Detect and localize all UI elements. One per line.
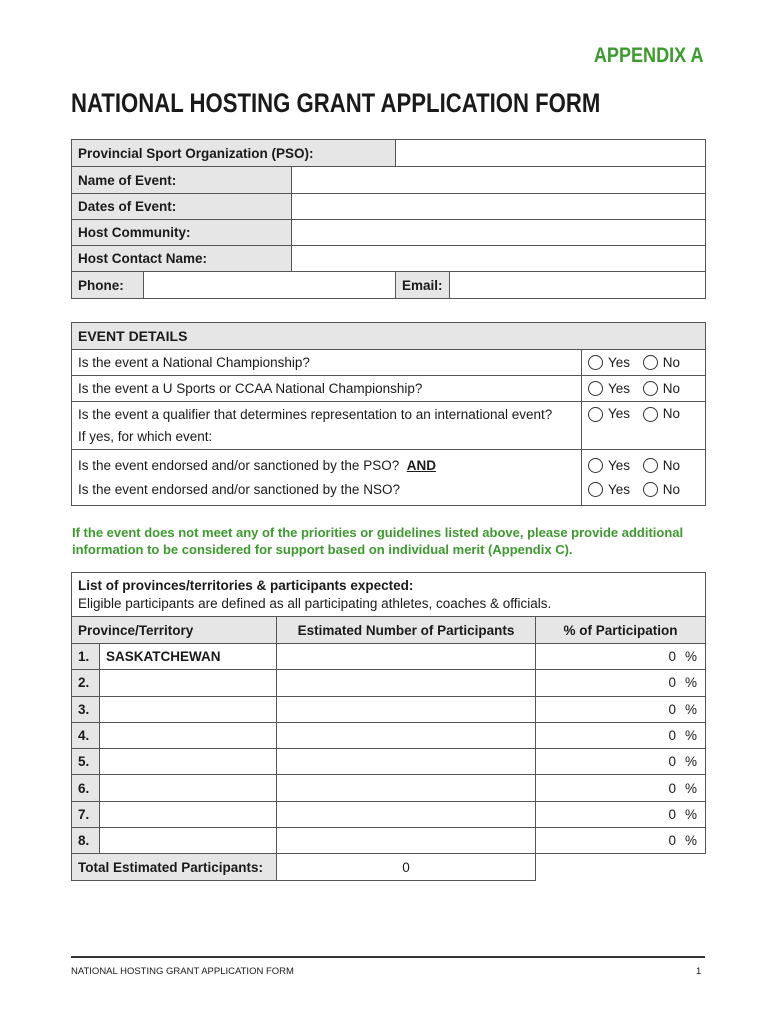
q-international-qualifier — [72, 402, 582, 450]
percent-value: 0 — [668, 649, 677, 665]
table-row — [72, 670, 706, 696]
row-number: 3. — [72, 696, 100, 722]
table-row — [72, 801, 706, 827]
percent-value: 0 — [668, 675, 677, 691]
q-national-championship: Is the event a National Championship? — [72, 350, 582, 376]
host-contact-input[interactable] — [292, 246, 706, 272]
table-row — [72, 696, 706, 722]
province-input[interactable] — [100, 801, 277, 827]
row-number: 1. — [72, 644, 100, 670]
province-input[interactable] — [100, 749, 277, 775]
percent-value: 0 — [668, 754, 677, 770]
percent-cell — [536, 801, 706, 827]
participants-table — [71, 572, 706, 881]
row-number: 6. — [72, 775, 100, 801]
q-sanctioned — [72, 450, 582, 506]
pso-label: Provincial Sport Organization (PSO): — [72, 140, 396, 167]
estimate-input[interactable] — [277, 801, 536, 827]
participants-intro-bold: List of provinces/territories & participants expected: — [78, 577, 414, 593]
no-radio[interactable] — [643, 407, 658, 422]
appendix-label: APPENDIX A — [594, 44, 704, 67]
no-label: No — [662, 354, 681, 370]
province-input[interactable] — [100, 696, 277, 722]
row-number: 5. — [72, 749, 100, 775]
q-pso-text: Is the event endorsed and/or sanctioned by the PSO? — [78, 457, 400, 473]
q-usports-ccaa: Is the event a U Sports or CCAA National Championship? — [72, 376, 582, 402]
percent-sign: % — [685, 833, 698, 849]
yes-radio[interactable] — [588, 355, 603, 370]
yes-label: Yes — [608, 406, 631, 421]
percent-cell — [536, 696, 706, 722]
province-input[interactable] — [100, 670, 277, 696]
percent-sign: % — [685, 754, 698, 770]
estimate-input[interactable] — [277, 670, 536, 696]
merit-note: If the event does not meet any of the priorities or guidelines listed above, please provide additional information to be considered for support based on individual merit (Appendix C). — [72, 525, 684, 557]
percent-cell — [536, 644, 706, 670]
percent-value: 0 — [668, 780, 677, 796]
host-contact-label: Host Contact Name: — [72, 246, 292, 272]
q-nso-text: Is the event endorsed and/or sanctioned by the NSO? — [78, 481, 400, 497]
province-input[interactable] — [100, 722, 277, 748]
host-community-label: Host Community: — [72, 220, 292, 246]
dates-input[interactable] — [292, 194, 706, 220]
radio-group-sanctioned — [582, 450, 706, 506]
no-radio[interactable] — [643, 381, 658, 396]
no-label: No — [662, 406, 681, 421]
percent-sign: % — [685, 806, 698, 822]
footer-rule — [71, 956, 705, 958]
nso-radio-row — [588, 478, 699, 502]
q-qualifier-which: If yes, for which event: — [78, 428, 213, 444]
province-input[interactable] — [100, 828, 277, 854]
estimate-input[interactable] — [277, 775, 536, 801]
email-input[interactable] — [450, 272, 706, 299]
radio-group-usports — [582, 376, 706, 402]
percent-cell — [536, 775, 706, 801]
percent-value: 0 — [668, 806, 677, 822]
percent-cell — [536, 670, 706, 696]
event-details-heading: EVENT DETAILS — [72, 323, 706, 350]
estimate-input[interactable] — [277, 722, 536, 748]
table-row — [72, 722, 706, 748]
estimate-input[interactable] — [277, 749, 536, 775]
yes-radio[interactable] — [588, 407, 603, 422]
and-label: AND — [406, 457, 436, 473]
yes-radio[interactable] — [588, 381, 603, 396]
participants-intro-text: Eligible participants are defined as all participating athletes, coaches & officials. — [78, 595, 552, 611]
yes-label: Yes — [608, 354, 631, 370]
yes-label: Yes — [608, 481, 631, 497]
percent-sign: % — [685, 649, 698, 665]
no-radio[interactable] — [643, 458, 658, 473]
footer-title: NATIONAL HOSTING GRANT APPLICATION FORM — [71, 966, 294, 977]
col-percent-header: % of Participation — [536, 617, 706, 644]
yes-label: Yes — [608, 457, 631, 473]
event-name-input[interactable] — [292, 167, 706, 194]
percent-value: 0 — [668, 833, 677, 849]
yes-radio[interactable] — [588, 482, 603, 497]
participants-intro — [72, 573, 706, 617]
percent-value: 0 — [668, 728, 677, 744]
radio-group-national — [582, 350, 706, 376]
province-input[interactable]: SASKATCHEWAN — [100, 644, 277, 670]
percent-cell — [536, 828, 706, 854]
row-number: 4. — [72, 722, 100, 748]
percent-sign: % — [685, 728, 698, 744]
estimate-input[interactable] — [277, 828, 536, 854]
contact-info-table — [71, 139, 706, 299]
total-value: 0 — [277, 854, 536, 881]
host-community-input[interactable] — [292, 220, 706, 246]
phone-input[interactable] — [144, 272, 396, 299]
percent-sign: % — [685, 675, 698, 691]
row-number: 8. — [72, 828, 100, 854]
col-estimated-header: Estimated Number of Participants — [277, 617, 536, 644]
percent-cell — [536, 722, 706, 748]
estimate-input[interactable] — [277, 644, 536, 670]
phone-label: Phone: — [72, 272, 144, 299]
pso-radio-row — [588, 454, 699, 478]
percent-value: 0 — [668, 701, 677, 717]
estimate-input[interactable] — [277, 696, 536, 722]
pso-input[interactable] — [396, 140, 706, 167]
yes-radio[interactable] — [588, 458, 603, 473]
no-label: No — [662, 457, 681, 473]
row-number: 7. — [72, 801, 100, 827]
percent-cell — [536, 749, 706, 775]
event-name-label: Name of Event: — [72, 167, 292, 194]
table-row — [72, 828, 706, 854]
no-label: No — [662, 380, 681, 396]
no-label: No — [662, 481, 681, 497]
col-province-header: Province/Territory — [72, 617, 277, 644]
email-label: Email: — [396, 272, 450, 299]
table-row — [72, 775, 706, 801]
table-row — [72, 749, 706, 775]
page-title: NATIONAL HOSTING GRANT APPLICATION FORM — [71, 88, 601, 118]
dates-label: Dates of Event: — [72, 194, 292, 220]
total-label: Total Estimated Participants: — [72, 854, 277, 881]
total-blank — [536, 854, 706, 881]
q-pso-line — [78, 454, 575, 478]
table-row — [72, 644, 706, 670]
percent-sign: % — [685, 780, 698, 796]
province-input[interactable] — [100, 775, 277, 801]
percent-sign: % — [685, 701, 698, 717]
no-radio[interactable] — [643, 355, 658, 370]
no-radio[interactable] — [643, 482, 658, 497]
row-number: 2. — [72, 670, 100, 696]
radio-group-qualifier — [582, 402, 706, 450]
yes-label: Yes — [608, 380, 631, 396]
q-qualifier-text: Is the event a qualifier that determines representation to an international event? — [78, 406, 553, 422]
event-details-table — [71, 322, 706, 506]
page-number: 1 — [696, 966, 702, 977]
